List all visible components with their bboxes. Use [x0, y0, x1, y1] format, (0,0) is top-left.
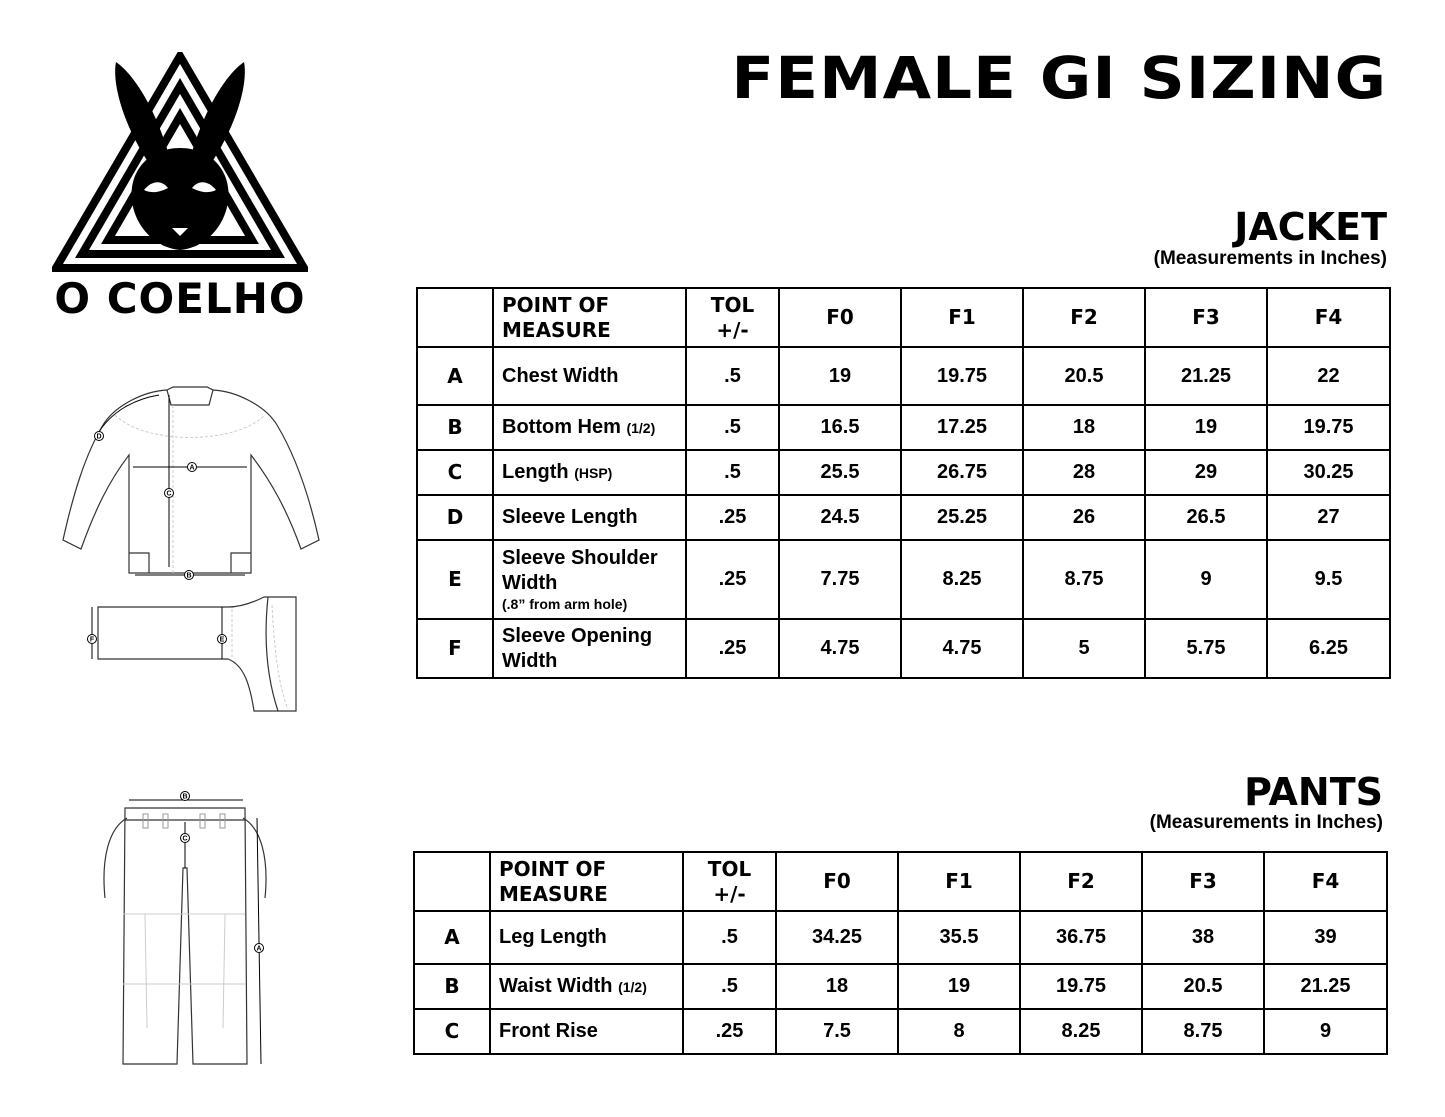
table-row	[417, 405, 1390, 450]
row-code: C	[417, 450, 493, 495]
jacket-header-row	[417, 288, 1390, 347]
header-size-f1: F1	[898, 852, 1020, 911]
diagram-label-a: A	[256, 945, 262, 953]
page-title: FEMALE GI SIZING	[731, 44, 1387, 112]
header-size-f0: F0	[776, 852, 898, 911]
row-tol: .25	[686, 540, 779, 619]
diagram-label-a: A	[189, 464, 195, 472]
row-value-f0: 7.75	[779, 540, 901, 619]
row-value-f0: 25.5	[779, 450, 901, 495]
pants-subtitle: (Measurements in Inches)	[1149, 812, 1383, 833]
row-value-f0: 16.5	[779, 405, 901, 450]
row-tol: .5	[686, 405, 779, 450]
row-value-f3: 5.75	[1145, 619, 1267, 678]
row-value-f2: 26	[1023, 495, 1145, 540]
row-tol: .25	[686, 495, 779, 540]
row-value-f0: 7.5	[776, 1009, 898, 1054]
rabbit-triangle-logo-icon	[52, 52, 308, 274]
row-value-f2: 8.25	[1020, 1009, 1142, 1054]
row-value-f1: 8	[898, 1009, 1020, 1054]
row-value-f2: 5	[1023, 619, 1145, 678]
jacket-diagram	[55, 385, 325, 590]
row-tol: .5	[683, 911, 776, 964]
table-row	[417, 495, 1390, 540]
header-size-f4: F4	[1264, 852, 1387, 911]
row-value-f4: 22	[1267, 347, 1390, 405]
jacket-subtitle: (Measurements in Inches)	[1153, 248, 1387, 269]
row-value-f1: 17.25	[901, 405, 1023, 450]
brand-name: O COELHO	[54, 274, 306, 323]
row-value-f2: 28	[1023, 450, 1145, 495]
row-value-f3: 26.5	[1145, 495, 1267, 540]
header-size-f0: F0	[779, 288, 901, 347]
header-blank	[414, 852, 490, 911]
row-measure: Waist Width (1/2)	[490, 964, 683, 1009]
diagram-label-c: C	[182, 835, 188, 843]
header-size-f3: F3	[1142, 852, 1264, 911]
row-value-f4: 9.5	[1267, 540, 1390, 619]
row-tol: .5	[686, 450, 779, 495]
brand-logo	[52, 52, 308, 323]
row-value-f4: 9	[1264, 1009, 1387, 1054]
row-tol: .25	[683, 1009, 776, 1054]
diagram-label-e: E	[219, 636, 225, 644]
header-blank	[417, 288, 493, 347]
row-value-f1: 8.25	[901, 540, 1023, 619]
row-code: C	[414, 1009, 490, 1054]
row-code: F	[417, 619, 493, 678]
row-value-f3: 19	[1145, 405, 1267, 450]
header-point-of-measure: POINT OF MEASURE	[490, 852, 683, 911]
row-value-f1: 25.25	[901, 495, 1023, 540]
table-row	[414, 911, 1387, 964]
row-code: A	[417, 347, 493, 405]
row-value-f0: 24.5	[779, 495, 901, 540]
header-tol: TOL +/-	[686, 288, 779, 347]
row-value-f3: 29	[1145, 450, 1267, 495]
diagram-label-f: F	[89, 636, 95, 644]
pants-size-table	[413, 851, 1388, 1055]
row-value-f0: 34.25	[776, 911, 898, 964]
header-size-f1: F1	[901, 288, 1023, 347]
row-code: D	[417, 495, 493, 540]
row-value-f2: 8.75	[1023, 540, 1145, 619]
row-value-f3: 21.25	[1145, 347, 1267, 405]
sleeve-diagram	[82, 595, 300, 720]
row-value-f2: 20.5	[1023, 347, 1145, 405]
row-value-f1: 19	[898, 964, 1020, 1009]
row-value-f0: 18	[776, 964, 898, 1009]
header-tol: TOL +/-	[683, 852, 776, 911]
row-value-f1: 19.75	[901, 347, 1023, 405]
row-code: E	[417, 540, 493, 619]
row-value-f0: 4.75	[779, 619, 901, 678]
pants-header-row	[414, 852, 1387, 911]
row-value-f4: 21.25	[1264, 964, 1387, 1009]
header-size-f2: F2	[1020, 852, 1142, 911]
header-size-f2: F2	[1023, 288, 1145, 347]
table-row	[417, 619, 1390, 678]
row-value-f3: 9	[1145, 540, 1267, 619]
row-value-f4: 39	[1264, 911, 1387, 964]
row-value-f1: 4.75	[901, 619, 1023, 678]
diagram-label-b: B	[186, 572, 192, 580]
row-measure: Leg Length	[490, 911, 683, 964]
row-value-f2: 36.75	[1020, 911, 1142, 964]
row-value-f2: 19.75	[1020, 964, 1142, 1009]
row-value-f1: 35.5	[898, 911, 1020, 964]
row-code: B	[414, 964, 490, 1009]
row-measure: Sleeve Opening Width	[493, 619, 686, 678]
table-row	[414, 964, 1387, 1009]
table-row	[417, 347, 1390, 405]
jacket-size-table	[416, 287, 1391, 679]
row-value-f3: 20.5	[1142, 964, 1264, 1009]
row-tol: .5	[683, 964, 776, 1009]
header-size-f4: F4	[1267, 288, 1390, 347]
row-tol: .5	[686, 347, 779, 405]
row-value-f1: 26.75	[901, 450, 1023, 495]
row-code: B	[417, 405, 493, 450]
row-value-f4: 27	[1267, 495, 1390, 540]
row-value-f3: 38	[1142, 911, 1264, 964]
table-row	[417, 450, 1390, 495]
table-row	[417, 540, 1390, 619]
row-tol: .25	[686, 619, 779, 678]
jacket-title: JACKET	[1234, 205, 1387, 249]
row-value-f4: 19.75	[1267, 405, 1390, 450]
diagram-label-d: D	[96, 433, 102, 441]
row-measure: Length (HSP)	[493, 450, 686, 495]
header-size-f3: F3	[1145, 288, 1267, 347]
pants-diagram	[95, 788, 275, 1073]
table-row	[414, 1009, 1387, 1054]
pants-title: PANTS	[1244, 770, 1383, 814]
row-measure: Sleeve Shoulder Width (.8” from arm hole)	[493, 540, 686, 619]
row-code: A	[414, 911, 490, 964]
diagram-label-c: C	[166, 490, 172, 498]
row-measure: Bottom Hem (1/2)	[493, 405, 686, 450]
row-value-f4: 6.25	[1267, 619, 1390, 678]
row-value-f3: 8.75	[1142, 1009, 1264, 1054]
row-value-f4: 30.25	[1267, 450, 1390, 495]
row-measure: Sleeve Length	[493, 495, 686, 540]
row-value-f0: 19	[779, 347, 901, 405]
row-value-f2: 18	[1023, 405, 1145, 450]
diagram-label-b: B	[182, 793, 188, 801]
row-measure: Chest Width	[493, 347, 686, 405]
row-measure: Front Rise	[490, 1009, 683, 1054]
header-point-of-measure: POINT OF MEASURE	[493, 288, 686, 347]
